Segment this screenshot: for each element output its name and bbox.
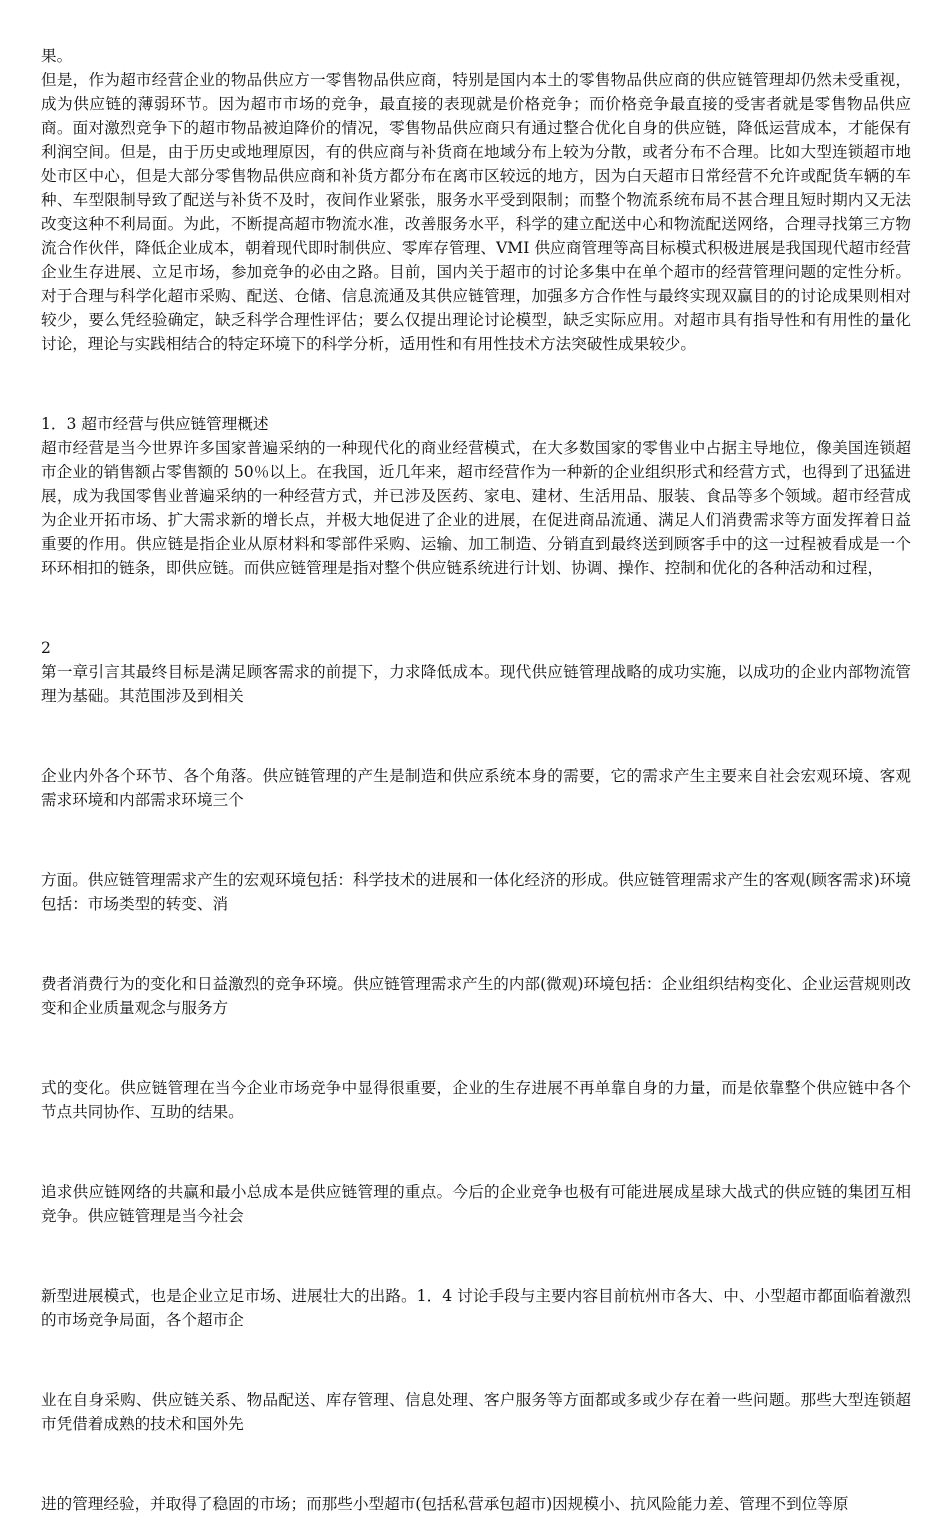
paragraph-spacer	[41, 1348, 911, 1372]
paragraph: 果。	[41, 47, 73, 65]
paragraph: 追求供应链网络的共赢和最小总成本是供应链管理的重点。今后的企业竞争也极有可能进展成星球大战式的供应链的集团互相竞争。供应链管理是当今社会	[41, 1183, 911, 1225]
paragraph-spacer	[41, 932, 911, 956]
paragraph-spacer	[41, 724, 911, 748]
paragraph: 第一章引言其最终目标是满足顾客需求的前提下，力求降低成本。现代供应链管理战略的成功实施，以成功的企业内部物流管理为基础。其范围涉及到相关	[41, 663, 911, 705]
paragraph-spacer	[41, 1244, 911, 1268]
paragraph-spacer	[41, 596, 911, 620]
paragraph: 但是，作为超市经营企业的物品供应方一零售物品供应商，特别是国内本土的零售物品供应商的供应链管理却仍然未受重视，成为供应链的薄弱环节。因为超市市场的竞争，最直接的表现就是价格竞争；而价格竞争最直接的受害者就是零售物品供应商。面对激烈竞争下的超市物品被迫降价的情况，零售物品供应商只有通过整合优化自身的供应链，降低运营成本，才能保有利润空间。但是，由于历史或地理原因，有的供应商与补货商在地域分布上较为分散，或者分布不合理。比如大型连锁超市地处市区中心，但是大部分零售物品供应商和补货方都分布在离市区较远的地方，因为白天超市日常经营不允许或配货车辆的车种、车型限制导致了配送与补货不及时，夜间作业紧张，服务水平受到限制；而整个物流系统布局不甚合理且短时期内又无法改变这种不利局面。为此，不断提高超市物流水准，改善服务水平，科学的建立配送中心和物流配送网络，合理寻找第三方物流合作伙伴，降低企业成本，朝着现代即时制供应、零库存管理、VMI 供应商管理等高目标模式积极进展是我国现代超市经营企业生存进展、立足市场，参加竞争的必由之路。目前，国内关于超市的讨论多集中在单个超市的经营管理问题的定性分析。对于合理与科学化超市采购、配送、仓储、信息流通及其供应链管理，加强多方合作性与最终实现双赢目的的讨论成果则相对较少，要么凭经验确定，缺乏科学合理性评估；要么仅提出理论讨论模型，缺乏实际应用。对超市具有指导性和有用性的量化讨论，理论与实践相结合的特定环境下的科学分析，适用性和有用性技术方法突破性成果较少。	[41, 71, 911, 353]
paragraph-spacer	[41, 1452, 911, 1476]
paragraph: 业在自身采购、供应链关系、物品配送、库存管理、信息处理、客户服务等方面都或多或少存在着一些问题。那些大型连锁超市凭借着成熟的技术和国外先	[41, 1391, 911, 1433]
paragraph: 进的管理经验，并取得了稳固的市场；而那些小型超市(包括私营承包超市)因规模小、抗风险能力差、管理不到位等原	[41, 1495, 849, 1513]
document-body	[41, 44, 911, 1516]
paragraph: 企业内外各个环节、各个角落。供应链管理的产生是制造和供应系统本身的需要，它的需求产生主要来自社会宏观环境、客观需求环境和内部需求环境三个	[41, 767, 911, 809]
paragraph-spacer	[41, 1140, 911, 1164]
paragraph-spacer	[41, 828, 911, 852]
paragraph: 1．3 超市经营与供应链管理概述	[41, 415, 269, 433]
paragraph: 2	[41, 639, 51, 657]
paragraph: 超市经营是当今世界许多国家普遍采纳的一种现代化的商业经营模式，在大多数国家的零售业中占据主导地位，像美国连锁超市企业的销售额占零售额的 50％以上。在我国，近几年来，超市经营作为一种新的企业组织形式和经营方式，也得到了迅猛进展，成为我国零售业普遍采纳的一种经营方式，并已涉及医药、家电、建材、生活用品、服装、食品等多个领域。超市经营成为企业开拓市场、扩大需求新的增长点，并极大地促进了企业的进展，在促进商品流通、满足人们消费需求等方面发挥着日益重要的作用。供应链是指企业从原材料和零部件采购、运输、加工制造、分销直到最终送到顾客手中的这一过程被看成是一个环环相扣的链条，即供应链。而供应链管理是指对整个供应链系统进行计划、协调、操作、控制和优化的各种活动和过程，	[41, 439, 911, 577]
paragraph: 式的变化。供应链管理在当今企业市场竞争中显得很重要，企业的生存进展不再单靠自身的力量，而是依靠整个供应链中各个节点共同协作、互助的结果。	[41, 1079, 911, 1121]
paragraph: 费者消费行为的变化和日益激烈的竞争环境。供应链管理需求产生的内部(微观)环境包括：企业组织结构变化、企业运营规则改变和企业质量观念与服务方	[41, 975, 911, 1017]
paragraph: 新型进展模式，也是企业立足市场、进展壮大的出路。1．4 讨论手段与主要内容目前杭州市各大、中、小型超市都面临着激烈的市场竞争局面，各个超市企	[41, 1287, 911, 1329]
paragraph-spacer	[41, 1036, 911, 1060]
paragraph-spacer	[41, 372, 911, 396]
paragraph: 方面。供应链管理需求产生的宏观环境包括：科学技术的进展和一体化经济的形成。供应链管理需求产生的客观(顾客需求)环境包括：市场类型的转变、消	[41, 871, 911, 913]
